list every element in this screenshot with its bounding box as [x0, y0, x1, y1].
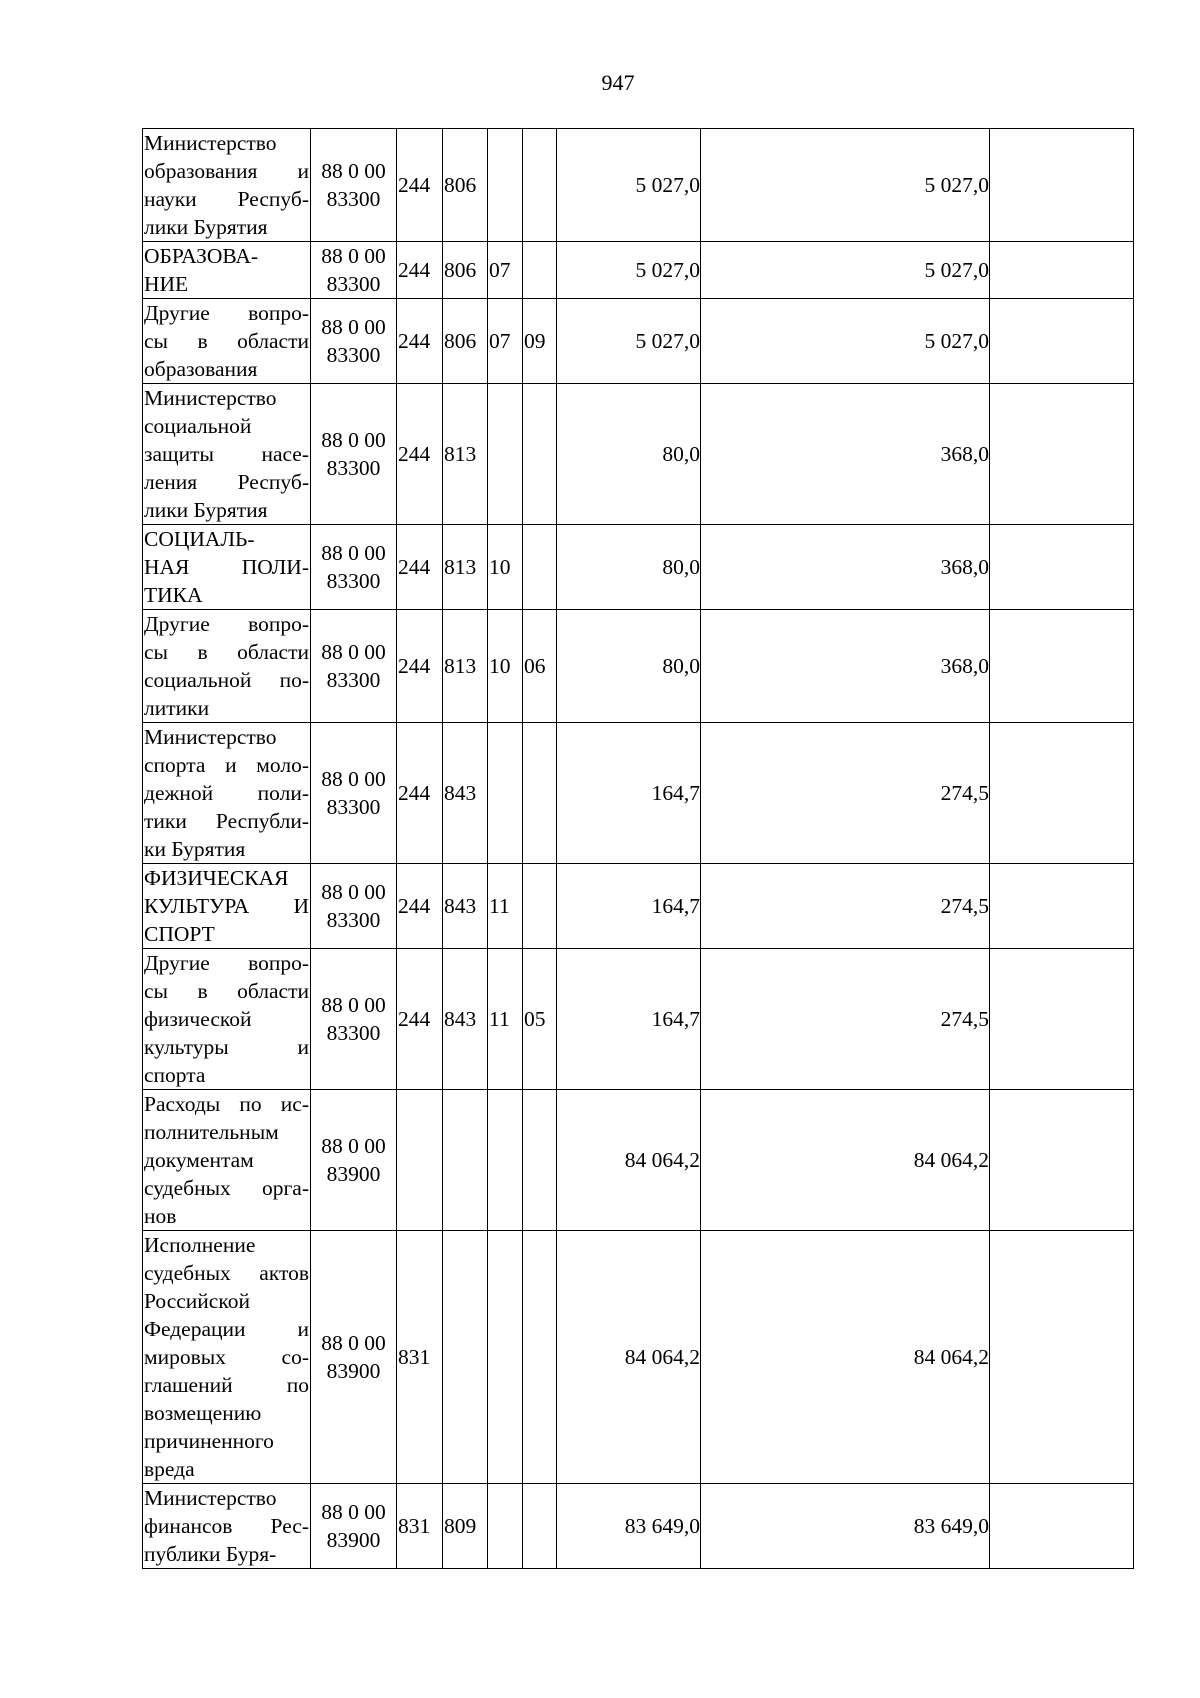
- name-line: ки Бурятия: [144, 837, 246, 861]
- expense-type-code: 244: [397, 299, 443, 384]
- target-code: [311, 1484, 397, 1569]
- amount-first: [557, 525, 701, 610]
- expense-type-code: 244: [397, 384, 443, 525]
- section-code: [488, 1090, 523, 1231]
- name-line: образования и: [144, 159, 309, 183]
- amount-first: [557, 299, 701, 384]
- ministry-code: 813: [443, 610, 488, 723]
- amount-second-value: 5 027,0: [924, 173, 989, 197]
- row-name: [143, 1484, 311, 1569]
- row-name: [143, 1231, 311, 1484]
- name-line: Министерство: [144, 131, 277, 155]
- row-name: [143, 525, 311, 610]
- subsection-code: [523, 1231, 557, 1484]
- code-line: 88 0 00: [321, 244, 386, 268]
- expense-type-code: 831: [397, 1484, 443, 1569]
- table-row: [143, 1484, 1134, 1569]
- amount-first: [557, 1484, 701, 1569]
- name-line: Министерство: [144, 1486, 277, 1510]
- name-line: защиты насе-: [144, 442, 309, 466]
- subsection-code: 09: [523, 299, 557, 384]
- ministry-code: [443, 1090, 488, 1231]
- amount-second: [701, 610, 990, 723]
- target-code: [311, 299, 397, 384]
- extra-cell: [990, 723, 1134, 864]
- amount-second-value: 5 027,0: [924, 329, 989, 353]
- name-line: нов: [144, 1204, 177, 1228]
- extra-cell: [990, 242, 1134, 299]
- name-line: ОБРАЗОВА-: [144, 244, 259, 268]
- amount-first: [557, 129, 701, 242]
- name-line: спорта: [144, 1063, 206, 1087]
- table-row: [143, 129, 1134, 242]
- name-line: Российской: [144, 1289, 250, 1313]
- amount-first: [557, 610, 701, 723]
- extra-cell: [990, 1484, 1134, 1569]
- amount-second-value: 368,0: [940, 442, 989, 466]
- table-row: [143, 610, 1134, 723]
- ministry-code: 813: [443, 525, 488, 610]
- ministry-code: 843: [443, 949, 488, 1090]
- table-row: [143, 299, 1134, 384]
- section-code: 10: [488, 610, 523, 723]
- name-line: ФИЗИЧЕСКАЯ: [144, 866, 289, 890]
- amount-second-value: 274,5: [940, 1007, 989, 1031]
- amount-second: [701, 242, 990, 299]
- extra-cell: [990, 610, 1134, 723]
- ministry-code: 813: [443, 384, 488, 525]
- table-row: [143, 864, 1134, 949]
- subsection-code: [523, 525, 557, 610]
- row-name: [143, 864, 311, 949]
- amount-second: [701, 949, 990, 1090]
- extra-cell: [990, 384, 1134, 525]
- subsection-code: [523, 723, 557, 864]
- code-line: 88 0 00: [321, 880, 386, 904]
- expense-type-code: 244: [397, 525, 443, 610]
- amount-second-value: 84 064,2: [913, 1345, 989, 1369]
- expense-type-code: 244: [397, 129, 443, 242]
- subsection-code: [523, 242, 557, 299]
- amount-second-value: 368,0: [940, 555, 989, 579]
- row-name: [143, 949, 311, 1090]
- target-code: [311, 864, 397, 949]
- amount-first-value: 80,0: [662, 442, 700, 466]
- section-code: 10: [488, 525, 523, 610]
- name-line: сы в области: [144, 640, 309, 664]
- ministry-code: 806: [443, 129, 488, 242]
- name-line: Министерство: [144, 386, 277, 410]
- name-line: судебных орга-: [144, 1176, 309, 1200]
- name-line: судебных актов: [144, 1261, 309, 1285]
- row-name: [143, 384, 311, 525]
- section-code: 11: [488, 949, 523, 1090]
- code-line: 88 0 00: [321, 1134, 386, 1158]
- amount-first-value: 5 027,0: [635, 258, 700, 282]
- name-line: науки Респуб-: [144, 187, 309, 211]
- name-line: лики Бурятия: [144, 215, 268, 239]
- amount-first-value: 84 064,2: [624, 1345, 700, 1369]
- name-line: сы в области: [144, 329, 309, 353]
- name-line: СПОРТ: [144, 922, 215, 946]
- name-line: спорта и моло-: [144, 753, 309, 777]
- table-row: [143, 1231, 1134, 1484]
- code-line: 83300: [326, 908, 381, 932]
- section-code: 07: [488, 242, 523, 299]
- section-code: [488, 384, 523, 525]
- amount-first: [557, 384, 701, 525]
- amount-second: [701, 864, 990, 949]
- amount-second: [701, 1484, 990, 1569]
- name-line: вреда: [144, 1457, 195, 1481]
- extra-cell: [990, 949, 1134, 1090]
- budget-table: [142, 128, 1134, 1569]
- name-line: ТИКА: [144, 583, 203, 607]
- target-code: [311, 1231, 397, 1484]
- amount-first-value: 80,0: [662, 555, 700, 579]
- amount-first-value: 84 064,2: [624, 1148, 700, 1172]
- expense-type-code: 244: [397, 864, 443, 949]
- code-line: 83300: [326, 668, 381, 692]
- amount-second-value: 368,0: [940, 654, 989, 678]
- amount-first-value: 5 027,0: [635, 329, 700, 353]
- name-line: дежной поли-: [144, 781, 309, 805]
- section-code: [488, 129, 523, 242]
- table-row: [143, 384, 1134, 525]
- ministry-code: 843: [443, 864, 488, 949]
- name-line: Министерство: [144, 725, 277, 749]
- row-name: [143, 723, 311, 864]
- code-line: 88 0 00: [321, 767, 386, 791]
- amount-second: [701, 525, 990, 610]
- name-line: социальной: [144, 414, 252, 438]
- code-line: 88 0 00: [321, 428, 386, 452]
- amount-second: [701, 1090, 990, 1231]
- subsection-code: 06: [523, 610, 557, 723]
- page-number: 947: [601, 70, 635, 95]
- target-code: [311, 1090, 397, 1231]
- name-line: НАЯ ПОЛИ-: [144, 555, 309, 579]
- target-code: [311, 723, 397, 864]
- name-line: мировых со-: [144, 1345, 309, 1369]
- extra-cell: [990, 129, 1134, 242]
- row-name: [143, 242, 311, 299]
- extra-cell: [990, 1090, 1134, 1231]
- amount-second: [701, 384, 990, 525]
- row-name: [143, 129, 311, 242]
- code-line: 88 0 00: [321, 1500, 386, 1524]
- name-line: финансов Рес-: [144, 1514, 309, 1538]
- row-name: [143, 1090, 311, 1231]
- ministry-code: 806: [443, 299, 488, 384]
- amount-second-value: 274,5: [940, 894, 989, 918]
- amount-second-value: 5 027,0: [924, 258, 989, 282]
- amount-first-value: 164,7: [651, 781, 700, 805]
- code-line: 83300: [326, 187, 381, 211]
- name-line: литики: [144, 696, 210, 720]
- amount-second-value: 83 649,0: [913, 1514, 989, 1538]
- name-line: возмещению: [144, 1401, 262, 1425]
- name-line: физической: [144, 1007, 252, 1031]
- target-code: [311, 242, 397, 299]
- name-line: Другие вопро-: [144, 612, 309, 636]
- amount-first: [557, 242, 701, 299]
- name-line: глашений по: [144, 1373, 309, 1397]
- name-line: социальной по-: [144, 668, 309, 692]
- name-line: культуры и: [144, 1035, 309, 1059]
- name-line: образования: [144, 357, 258, 381]
- table-row: [143, 949, 1134, 1090]
- amount-first: [557, 723, 701, 864]
- amount-second: [701, 129, 990, 242]
- amount-first-value: 80,0: [662, 654, 700, 678]
- name-line: сы в области: [144, 979, 309, 1003]
- ministry-code: 843: [443, 723, 488, 864]
- code-line: 83300: [326, 795, 381, 819]
- name-line: причиненного: [144, 1429, 274, 1453]
- name-line: документам: [144, 1148, 254, 1172]
- section-code: [488, 1484, 523, 1569]
- code-line: 83300: [326, 272, 381, 296]
- name-line: СОЦИАЛЬ-: [144, 527, 255, 551]
- amount-first: [557, 864, 701, 949]
- amount-first-value: 5 027,0: [635, 173, 700, 197]
- section-code: 11: [488, 864, 523, 949]
- section-code: [488, 723, 523, 864]
- target-code: [311, 384, 397, 525]
- expense-type-code: 244: [397, 610, 443, 723]
- name-line: лики Бурятия: [144, 498, 268, 522]
- name-line: КУЛЬТУРА И: [144, 894, 309, 918]
- code-line: 88 0 00: [321, 315, 386, 339]
- subsection-code: [523, 864, 557, 949]
- code-line: 83300: [326, 1021, 381, 1045]
- extra-cell: [990, 299, 1134, 384]
- subsection-code: [523, 129, 557, 242]
- row-name: [143, 610, 311, 723]
- expense-type-code: 831: [397, 1231, 443, 1484]
- name-line: тики Республи-: [144, 809, 309, 833]
- amount-first-value: 83 649,0: [624, 1514, 700, 1538]
- ministry-code: 809: [443, 1484, 488, 1569]
- code-line: 83900: [326, 1162, 381, 1186]
- target-code: [311, 525, 397, 610]
- ministry-code: 806: [443, 242, 488, 299]
- amount-first: [557, 1090, 701, 1231]
- amount-second: [701, 723, 990, 864]
- code-line: 83300: [326, 456, 381, 480]
- name-line: Расходы по ис-: [144, 1092, 309, 1116]
- name-line: Другие вопро-: [144, 301, 309, 325]
- code-line: 83300: [326, 343, 381, 367]
- target-code: [311, 949, 397, 1090]
- table-row: [143, 525, 1134, 610]
- name-line: Исполнение: [144, 1233, 256, 1257]
- code-line: 88 0 00: [321, 159, 386, 183]
- subsection-code: [523, 1090, 557, 1231]
- target-code: [311, 129, 397, 242]
- ministry-code: [443, 1231, 488, 1484]
- subsection-code: 05: [523, 949, 557, 1090]
- table-row: [143, 242, 1134, 299]
- subsection-code: [523, 1484, 557, 1569]
- code-line: 88 0 00: [321, 1331, 386, 1355]
- amount-second-value: 84 064,2: [913, 1148, 989, 1172]
- code-line: 83900: [326, 1528, 381, 1552]
- amount-first-value: 164,7: [651, 1007, 700, 1031]
- code-line: 88 0 00: [321, 640, 386, 664]
- subsection-code: [523, 384, 557, 525]
- code-line: 83300: [326, 569, 381, 593]
- extra-cell: [990, 864, 1134, 949]
- extra-cell: [990, 525, 1134, 610]
- expense-type-code: 244: [397, 242, 443, 299]
- name-line: полнительным: [144, 1120, 279, 1144]
- code-line: 83900: [326, 1359, 381, 1383]
- amount-second: [701, 1231, 990, 1484]
- name-line: Другие вопро-: [144, 951, 309, 975]
- section-code: 07: [488, 299, 523, 384]
- table-row: [143, 1090, 1134, 1231]
- name-line: публики Буря-: [144, 1542, 277, 1566]
- name-line: Федерации и: [144, 1317, 309, 1341]
- amount-first-value: 164,7: [651, 894, 700, 918]
- code-line: 88 0 00: [321, 993, 386, 1017]
- expense-type-code: 244: [397, 949, 443, 1090]
- amount-first: [557, 1231, 701, 1484]
- section-code: [488, 1231, 523, 1484]
- row-name: [143, 299, 311, 384]
- amount-second: [701, 299, 990, 384]
- name-line: ления Респуб-: [144, 470, 309, 494]
- amount-second-value: 274,5: [940, 781, 989, 805]
- expense-type-code: 244: [397, 723, 443, 864]
- extra-cell: [990, 1231, 1134, 1484]
- code-line: 88 0 00: [321, 541, 386, 565]
- name-line: НИЕ: [144, 272, 189, 296]
- amount-first: [557, 949, 701, 1090]
- expense-type-code: [397, 1090, 443, 1231]
- table-row: [143, 723, 1134, 864]
- target-code: [311, 610, 397, 723]
